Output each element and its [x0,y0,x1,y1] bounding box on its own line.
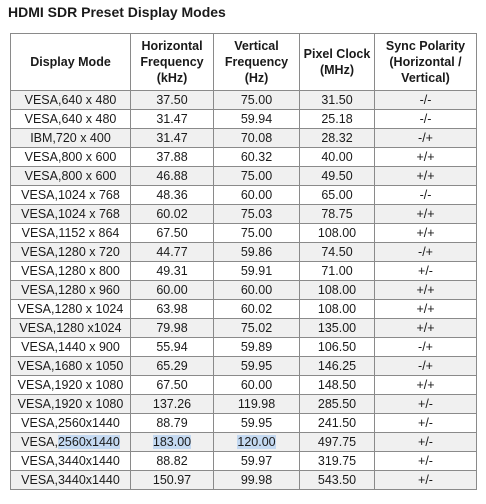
table-row [11,376,477,395]
cell-display-mode: VESA,1280 x 1024 [11,300,131,319]
cell-sync-polarity: +/- [375,452,477,471]
cell-display-mode: VESA,1280 x1024 [11,319,131,338]
cell-pixel-clock: 146.25 [300,357,375,376]
table-row [11,414,477,433]
header-horizontal-frequency: Horizontal Frequency (kHz) [131,34,214,91]
cell-sync-polarity: +/- [375,262,477,281]
cell-display-mode: VESA,800 x 600 [11,148,131,167]
cell-vertical-frequency: 60.00 [214,281,300,300]
cell-vertical-frequency: 99.98 [214,471,300,490]
cell-horizontal-frequency: 60.00 [131,281,214,300]
cell-sync-polarity: -/+ [375,243,477,262]
cell-horizontal-frequency: 79.98 [131,319,214,338]
header-display-mode: Display Mode [11,34,131,91]
cell-display-mode: VESA,1024 x 768 [11,205,131,224]
cell-sync-polarity: +/+ [375,300,477,319]
cell-horizontal-frequency: 65.29 [131,357,214,376]
cell-display-mode: VESA,640 x 480 [11,110,131,129]
cell-sync-polarity: +/- [375,395,477,414]
cell-pixel-clock: 49.50 [300,167,375,186]
cell-horizontal-frequency: 88.79 [131,414,214,433]
cell-vertical-frequency: 75.02 [214,319,300,338]
highlighted-text: 120.00 [237,435,276,449]
cell-sync-polarity: -/+ [375,357,477,376]
cell-vertical-frequency: 60.02 [214,300,300,319]
cell-sync-polarity: +/+ [375,224,477,243]
cell-horizontal-frequency: 37.88 [131,148,214,167]
cell-vertical-frequency: 119.98 [214,395,300,414]
cell-sync-polarity: +/+ [375,148,477,167]
cell-horizontal-frequency: 63.98 [131,300,214,319]
cell-pixel-clock: 241.50 [300,414,375,433]
cell-display-mode: VESA,2560x1440 [11,414,131,433]
cell-display-mode: VESA,1920 x 1080 [11,376,131,395]
cell-horizontal-frequency: 48.36 [131,186,214,205]
table-row [11,452,477,471]
cell-sync-polarity: -/- [375,110,477,129]
cell-pixel-clock: 543.50 [300,471,375,490]
cell-pixel-clock: 108.00 [300,300,375,319]
cell-vertical-frequency: 75.00 [214,224,300,243]
cell-sync-polarity: -/+ [375,129,477,148]
cell-pixel-clock: 65.00 [300,186,375,205]
cell-horizontal-frequency: 46.88 [131,167,214,186]
table-row [11,395,477,414]
cell-display-mode: IBM,720 x 400 [11,129,131,148]
table-row [11,243,477,262]
highlighted-text: 2560x1440 [57,435,120,449]
display-mode-prefix: VESA, [21,435,58,449]
cell-display-mode: VESA,640 x 480 [11,91,131,110]
table-row [11,357,477,376]
cell-pixel-clock: 108.00 [300,281,375,300]
cell-vertical-frequency: 75.00 [214,167,300,186]
cell-sync-polarity: +/- [375,471,477,490]
cell-horizontal-frequency: 49.31 [131,262,214,281]
cell-sync-polarity: -/+ [375,338,477,357]
cell-display-mode: VESA,1024 x 768 [11,186,131,205]
cell-pixel-clock: 285.50 [300,395,375,414]
cell-sync-polarity: +/- [375,433,477,452]
table-row [11,224,477,243]
header-row [11,34,477,91]
cell-vertical-frequency: 59.95 [214,357,300,376]
cell-vertical-frequency: 60.00 [214,376,300,395]
cell-pixel-clock: 71.00 [300,262,375,281]
cell-pixel-clock: 31.50 [300,91,375,110]
cell-display-mode: VESA,1280 x 720 [11,243,131,262]
table-row [11,205,477,224]
cell-display-mode: VESA,3440x1440 [11,452,131,471]
cell-pixel-clock: 74.50 [300,243,375,262]
display-modes-table [10,33,477,490]
cell-pixel-clock: 40.00 [300,148,375,167]
cell-pixel-clock: 108.00 [300,224,375,243]
cell-horizontal-frequency: 37.50 [131,91,214,110]
cell-vertical-frequency: 60.00 [214,186,300,205]
cell-pixel-clock: 497.75 [300,433,375,452]
cell-sync-polarity: -/- [375,186,477,205]
header-sync-polarity: Sync Polarity (Horizontal / Vertical) [375,34,477,91]
cell-sync-polarity: +/- [375,414,477,433]
header-vertical-frequency: Vertical Frequency (Hz) [214,34,300,91]
table-row [11,110,477,129]
cell-sync-polarity: +/+ [375,319,477,338]
cell-sync-polarity: +/+ [375,167,477,186]
cell-display-mode: VESA,1680 x 1050 [11,357,131,376]
cell-display-mode: VESA,1440 x 900 [11,338,131,357]
cell-display-mode: VESA,3440x1440 [11,471,131,490]
cell-horizontal-frequency: 67.50 [131,224,214,243]
table-row [11,167,477,186]
cell-vertical-frequency: 59.89 [214,338,300,357]
cell-vertical-frequency: 59.91 [214,262,300,281]
cell-pixel-clock: 78.75 [300,205,375,224]
table-row [11,319,477,338]
cell-horizontal-frequency: 31.47 [131,129,214,148]
cell-display-mode: VESA,1280 x 800 [11,262,131,281]
cell-sync-polarity: +/+ [375,281,477,300]
cell-pixel-clock: 25.18 [300,110,375,129]
cell-horizontal-frequency: 60.02 [131,205,214,224]
header-pixel-clock: Pixel Clock (MHz) [300,34,375,91]
cell-horizontal-frequency [131,433,214,452]
cell-vertical-frequency: 75.03 [214,205,300,224]
cell-horizontal-frequency: 137.26 [131,395,214,414]
cell-sync-polarity: +/+ [375,376,477,395]
cell-pixel-clock: 106.50 [300,338,375,357]
cell-vertical-frequency: 60.32 [214,148,300,167]
cell-display-mode: VESA,1152 x 864 [11,224,131,243]
cell-pixel-clock: 135.00 [300,319,375,338]
cell-vertical-frequency: 59.94 [214,110,300,129]
cell-display-mode: VESA,800 x 600 [11,167,131,186]
cell-sync-polarity: -/- [375,91,477,110]
cell-horizontal-frequency: 44.77 [131,243,214,262]
highlighted-text: 183.00 [152,435,192,449]
cell-horizontal-frequency: 31.47 [131,110,214,129]
cell-pixel-clock: 148.50 [300,376,375,395]
cell-pixel-clock: 28.32 [300,129,375,148]
cell-horizontal-frequency: 67.50 [131,376,214,395]
table-body [11,91,477,490]
table-row [11,186,477,205]
table-row [11,148,477,167]
cell-vertical-frequency [214,433,300,452]
cell-vertical-frequency: 70.08 [214,129,300,148]
cell-display-mode [11,433,131,452]
cell-vertical-frequency: 59.95 [214,414,300,433]
page-title: HDMI SDR Preset Display Modes [8,4,226,20]
table-row [11,281,477,300]
table-row [11,129,477,148]
cell-horizontal-frequency: 88.82 [131,452,214,471]
table-row [11,300,477,319]
cell-pixel-clock: 319.75 [300,452,375,471]
cell-display-mode: VESA,1920 x 1080 [11,395,131,414]
cell-vertical-frequency: 59.97 [214,452,300,471]
table-row [11,262,477,281]
cell-sync-polarity: +/+ [375,205,477,224]
cell-vertical-frequency: 75.00 [214,91,300,110]
cell-display-mode: VESA,1280 x 960 [11,281,131,300]
cell-horizontal-frequency: 150.97 [131,471,214,490]
table-row [11,433,477,452]
cell-horizontal-frequency: 55.94 [131,338,214,357]
table-row [11,91,477,110]
cell-vertical-frequency: 59.86 [214,243,300,262]
table-row [11,471,477,490]
table-row [11,338,477,357]
